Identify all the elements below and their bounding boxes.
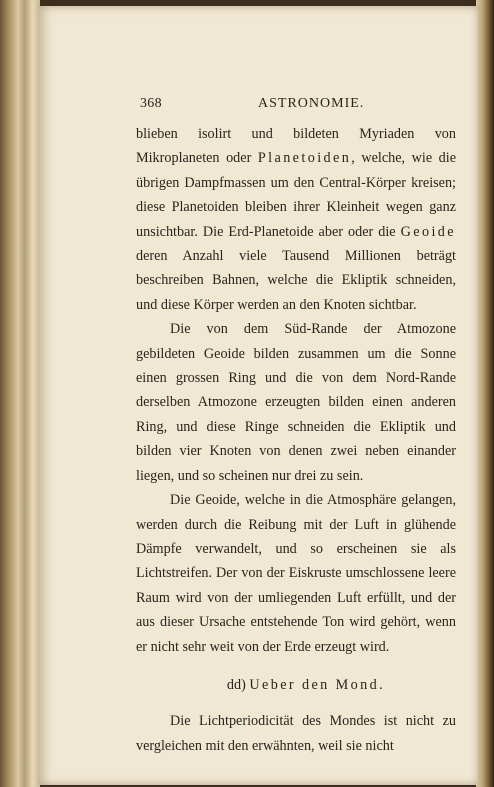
section-heading [136,673,456,697]
spaced-term-geoide: Geoide [400,223,456,240]
body-text [136,122,456,758]
page-stack-edge [476,0,494,787]
paragraph-3: Die Geoide, welche in die Atmosphäre gelangen, werden durch die Reibung mit der Luft in glühende Dämpfe verwandelt, und so erscheinen sie als Lichtstreifen. Der von der Eiskruste umschlossene leere Raum wird von der umliegenden Luft erfüllt, und der aus dieser Ursache entstehende Ton wird gehört, wenn er nicht sehr weit von der Erde erzeugt wird. [136,492,456,655]
paragraph-1 [136,122,456,317]
section-number: dd) [226,676,246,693]
book-binding-edge [0,0,40,787]
page-number: 368 [140,96,162,111]
paragraph-1-part-c: , welche, wie die übrigen Dampfmassen um den Central-Körper kreisen; diese Planetoiden bleiben ihrer Kleinheit wegen ganz unsichtbar. Die Erd-Planetoide aber oder die [136,150,457,240]
running-header [140,96,460,116]
book-page [38,6,478,785]
running-title: ASTRONOMIE. [258,96,365,111]
paragraph-4: Die Lichtperiodicität des Mondes ist nicht zu vergleichen mit den erwähnten, weil sie nicht [136,713,456,754]
section-title: Ueber den Mond. [249,676,386,693]
paragraph-1-part-a: blieben isolirt und bildeten Myriaden von Mikroplaneten oder [136,126,456,167]
paragraph-2: Die von dem Süd-Rande der Atmozone gebildeten Geoide bilden zusammen um die Sonne einen grossen Ring und die von dem Nord-Rande derselben Atmozone erzeugten bilden einen anderen Ring, und diese Ringe schneiden die Ekliptik und bilden vier Knoten von denen zwei neben einander liegen, und so scheinen nur drei zu sein. [136,321,456,484]
paragraph-1-part-e: deren Anzahl viele Tausend Millionen beträgt beschreiben Bahnen, welche die Ekliptik schneiden, und diese Körper werden an den Knoten sichtbar. [136,248,456,313]
spaced-term-planetoiden: Planetoiden [257,150,352,167]
